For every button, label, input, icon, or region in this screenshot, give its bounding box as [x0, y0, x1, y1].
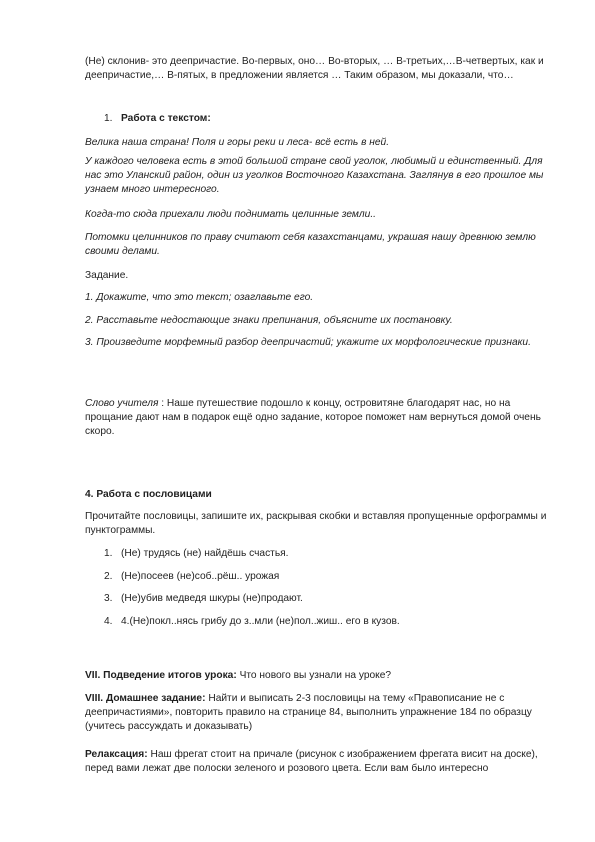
teacher-word-paragraph: [85, 397, 553, 440]
proverb-number-4: 4.: [104, 616, 113, 627]
proverbs-instruction: Прочитайте пословицы, запишите их, раскрывая скобки и вставляя пропущенные орфограммы и пунктограммы.: [85, 511, 547, 537]
relaxation-text: Наш фрегат стоит на причале (рисунок с изображением фрегата висит на доске), перед вами лежат две полоски зеленого и розового цвета. Если вам было интересно: [85, 749, 538, 775]
proverb-number-3: 3.: [104, 593, 113, 604]
task-1: 1. Докажите, что это текст; озаглавьте его.: [85, 292, 314, 303]
text-paragraph-1: Велика наша страна! Поля и горы реки и леса- всё есть в ней.: [85, 137, 390, 148]
teacher-word-label: Слово учителя: [85, 398, 159, 409]
homework-paragraph: [85, 692, 553, 735]
summary-paragraph: [85, 669, 553, 683]
task-2: 2. Расставьте недостающие знаки препинания, объясните их постановку.: [85, 315, 453, 326]
proverb-item-3: (Не)убив медведя шкуры (не)продают.: [121, 593, 303, 604]
proverb-item-4: 4.(Не)покл..нясь грибу до з..мли (не)пол..жиш.. его в кузов.: [121, 616, 400, 627]
summary-label: VII. Подведение итогов урока:: [85, 670, 237, 681]
proverb-item-1: (Не) трудясь (не) найдёшь счастья.: [121, 548, 289, 559]
text-paragraph-3: Когда-то сюда приехали люди поднимать целинные земли..: [85, 209, 376, 220]
homework-label: VIII. Домашнее задание:: [85, 693, 206, 704]
proverbs-heading: 4. Работа с пословицами: [85, 489, 212, 500]
text-work-heading: Работа с текстом:: [121, 113, 211, 124]
relaxation-label: Релаксация:: [85, 749, 148, 760]
relaxation-paragraph: [85, 748, 553, 776]
task-label: Задание.: [85, 270, 129, 281]
teacher-word-text: : Наше путешествие подошло к концу, островитяне благодарят нас, но на прощание дают нам в подарок ещё одно задание, которое поможет нам вернуться домой очень скоро.: [85, 398, 541, 438]
homework-text: Найти и выписать 2-3 пословицы на тему «Правописание не с деепричастиями», повторить правило на странице 84, выполнить упражнение 184 по образцу (учитесь рассуждать и доказывать): [85, 693, 532, 733]
proverb-number-2: 2.: [104, 571, 113, 582]
proverb-number-1: 1.: [104, 548, 113, 559]
text-paragraph-4: Потомки целинников по праву считают себя казахстанцами, украшая нашу древнюю землю своими делами.: [85, 232, 536, 258]
proverb-item-2: (Не)посеев (не)соб..рёш.. урожая: [121, 571, 280, 582]
text-paragraph-2: У каждого человека есть в этой большой стране свой уголок, любимый и единственный. Для нас это Уланский район, один из уголков Восточного Казахстана. Заглянув в его прошлое мы узнаем много интересного.: [85, 156, 544, 196]
intro-paragraph: (Не) склонив- это деепричастие. Во-первых, оно… Во-вторых, … В-третьих,…В-четвертых, как и деепричастие,… В-пятых, в предложении является … Таким образом, мы доказали, что…: [85, 56, 544, 82]
task-3: 3. Произведите морфемный разбор деепричастий; укажите их морфологические признаки.: [85, 337, 531, 348]
summary-text: Что нового вы узнали на уроке?: [236, 670, 392, 681]
text-work-number: 1.: [104, 113, 113, 124]
